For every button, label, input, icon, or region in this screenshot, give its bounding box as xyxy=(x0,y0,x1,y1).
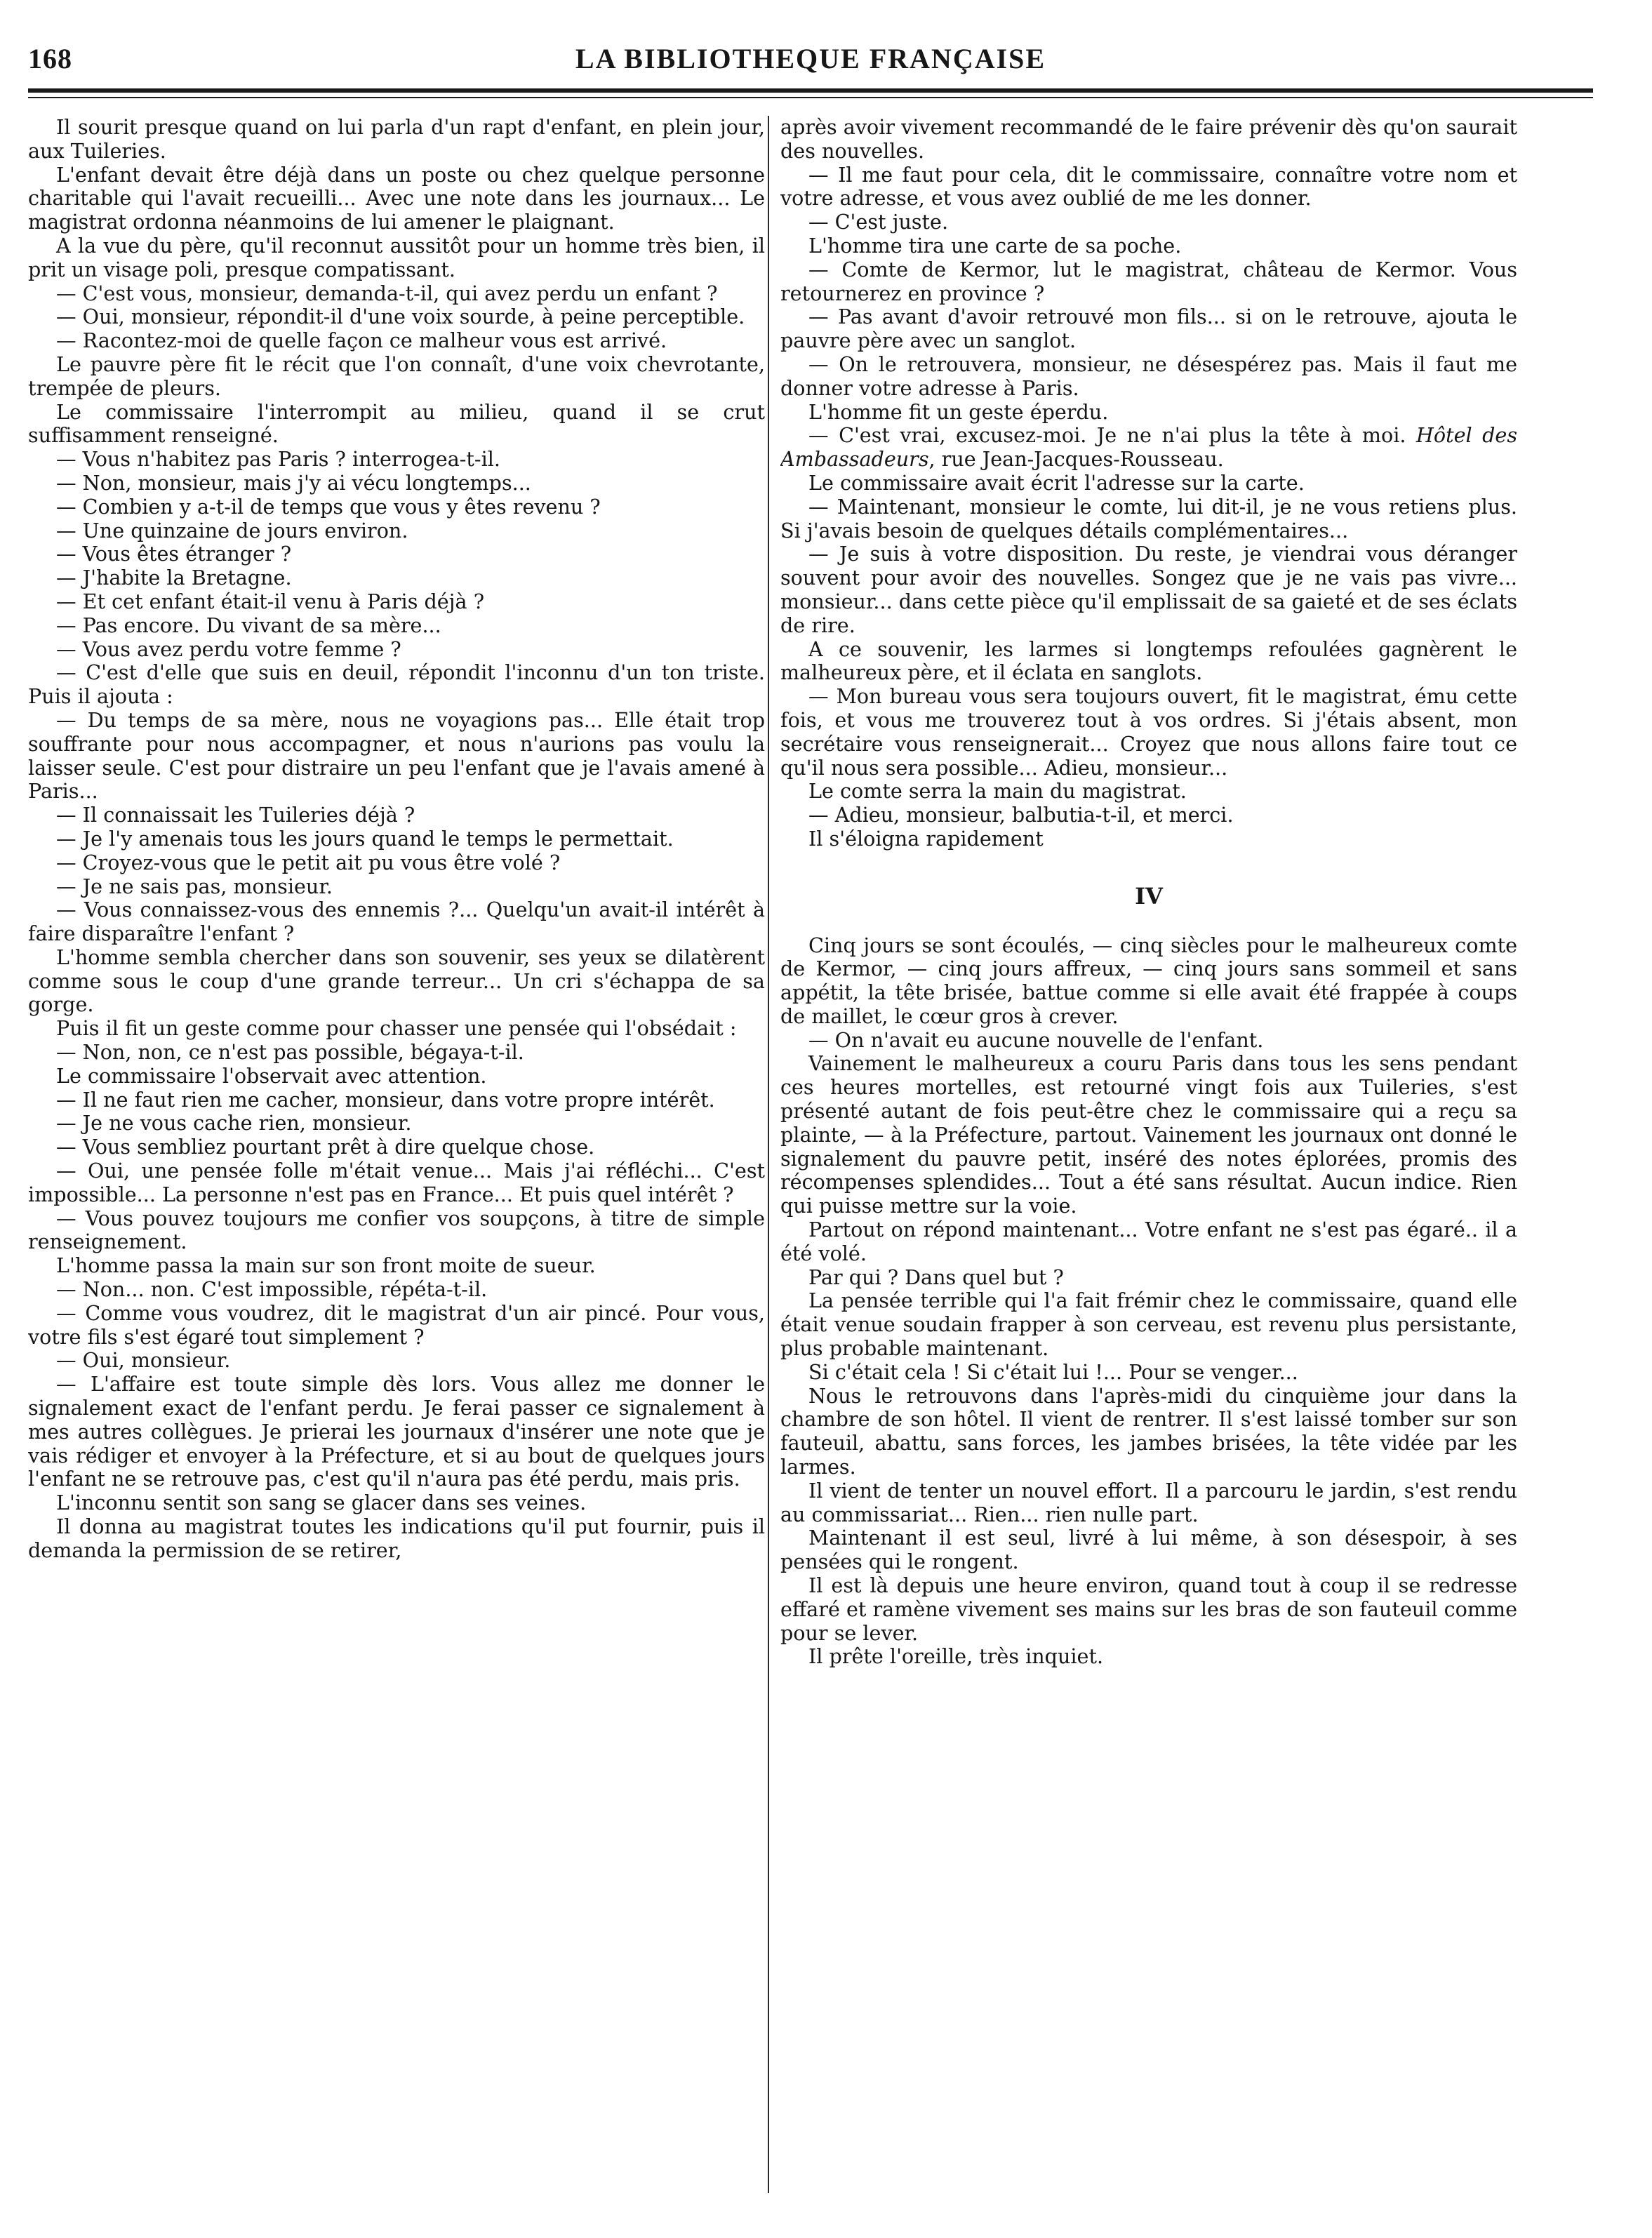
section-heading: IV xyxy=(1135,882,1163,910)
paragraph: — Croyez-vous que le petit ait pu vous être volé ? xyxy=(56,850,561,874)
header-rule-thin xyxy=(28,97,1593,98)
paragraph: — Non, non, ce n'est pas possible, bégaya-t-il. xyxy=(56,1040,524,1065)
paragraph: — Pas encore. Du vivant de sa mère... xyxy=(56,613,441,637)
paragraph: A ce souvenir, les larmes si longtemps refoulées gagnèrent le malheureux père, et il éclata en sanglots. xyxy=(780,637,1517,685)
paragraph: — Je suis à votre disposition. Du reste, je viendrai vous déranger souvent pour avoir des nouvelles. Songez que je ne vais pas vivre... monsieur... dans cette pièce qu'il emplissait de sa gaieté et de ses éclats de rire. xyxy=(780,542,1517,637)
paragraph: — Vous n'habitez pas Paris ? interrogea-t-il. xyxy=(56,447,500,472)
left-column xyxy=(28,116,765,2193)
paragraph: Le comte serra la main du magistrat. xyxy=(808,779,1187,804)
paragraph: — Et cet enfant était-il venu à Paris déjà ? xyxy=(56,589,485,613)
paragraph: — Il ne faut rien me cacher, monsieur, dans votre propre intérêt. xyxy=(56,1087,715,1112)
paragraph: — Non, monsieur, mais j'y ai vécu longtemps... xyxy=(56,470,531,495)
paragraph: L'homme sembla chercher dans son souvenir, ses yeux se dilatèrent comme sous le coup d'une grande terreur... Un cri s'échappa de sa gorge. xyxy=(28,945,765,1017)
paragraph: A la vue du père, qu'il reconnut aussitôt pour un homme très bien, il prit un visage poli, presque compatissant. xyxy=(28,233,765,281)
paragraph: Cinq jours se sont écoulés, — cinq siècles pour le malheureux comte de Kermor, — cinq jours affreux, — cinq jours sans sommeil et sans appétit, la tête brisée, battue comme si elle avait été frappée à coups de maillet, le cœur gros à crever. xyxy=(780,933,1517,1028)
running-title: LA BIBLIOTHEQUE FRANÇAISE xyxy=(575,43,1046,74)
paragraph: Si c'était cela ! Si c'était lui !... Pour se venger... xyxy=(808,1359,1298,1384)
page-number: 168 xyxy=(28,43,72,74)
paragraph: — Je ne vous cache rien, monsieur. xyxy=(56,1111,412,1135)
paragraph: Il vient de tenter un nouvel effort. Il a parcouru le jardin, s'est rendu au commissariat... Rien... rien nulle part. xyxy=(780,1478,1517,1526)
paragraph: Maintenant il est seul, livré à lui même, à son désespoir, à ses pensées qui le rongent. xyxy=(780,1526,1517,1574)
paragraph: — Du temps de sa mère, nous ne voyagions pas... Elle était trop souffrante pour nous accompagner, et nous n'aurions pas voulu la laisser seule. C'est pour distraire un peu l'enfant que je l'avais amené à Paris... xyxy=(28,707,765,804)
paragraph: Le pauvre père fit le récit que l'on connaît, d'une voix chevrotante, trempée de pleurs. xyxy=(28,352,765,400)
paragraph: — Oui, monsieur, répondit-il d'une voix sourde, à peine perceptible. xyxy=(56,305,745,329)
paragraph: — Oui, une pensée folle m'était venue... Mais j'ai réfléchi... C'est impossible... La personne n'est pas en France... Et puis quel intérêt ? xyxy=(28,1159,765,1206)
paragraph: L'homme tira une carte de sa poche. xyxy=(808,233,1182,258)
paragraph: — Vous pouvez toujours me confier vos soupçons, à titre de simple renseignement. xyxy=(28,1206,765,1254)
paragraph: Par qui ? Dans quel but ? xyxy=(808,1265,1064,1289)
right-column xyxy=(780,116,1517,2193)
paragraph: — Vous êtes étranger ? xyxy=(56,542,292,566)
paragraph: L'homme fit un geste éperdu. xyxy=(808,399,1109,424)
paragraph: L'inconnu sentit son sang se glacer dans ses veines. xyxy=(56,1491,587,1515)
paragraph: Vainement le malheureux a couru Paris dans tous les sens pendant ces heures mortelles, est retourné vingt fois aux Tuileries, s'est présenté autant de fois peut-être chez le commissaire qui a reçu sa plainte, — à la Préfecture, partout. Vainement les journaux ont donné le signalement du pauvre petit, inséré des notes éplorées, promis des récompenses splendides... Tout a été sans résultat. Aucun indice. Rien qui puisse mettre sur la voie. xyxy=(780,1051,1517,1218)
paragraph: Le commissaire l'observait avec attention. xyxy=(56,1063,487,1088)
page-header xyxy=(28,42,1593,84)
paragraph: Partout on répond maintenant... Votre enfant ne s'est pas égaré.. il a été volé. xyxy=(780,1218,1517,1265)
paragraph-hotel-address xyxy=(780,424,1517,472)
paragraph: Le commissaire l'interrompit au milieu, quand il se crut suffisamment renseigné. xyxy=(28,399,765,448)
paragraph: — L'affaire est toute simple dès lors. Vous allez me donner le signalement exact de l'enfant perdu. Je ferai passer ce signalement à mes autres collègues. Je prierai les journaux d'insérer une note que je vais rédiger et envoyer à la Préfecture, et si au bout de quelques jours l'enfant ne se retrouve pas, c'est qu'il n'aura pas été perdu, mais pris. xyxy=(28,1372,765,1491)
paragraph: — C'est vous, monsieur, demanda-t-il, qui avez perdu un enfant ? xyxy=(56,281,718,305)
paragraph: — Vous avez perdu votre femme ? xyxy=(56,637,401,661)
paragraph: La pensée terrible qui l'a fait frémir chez le commissaire, quand elle était venue soudain frapper à son cerveau, est revenu plus persistante, plus probable maintenant. xyxy=(780,1288,1517,1361)
paragraph: — Il me faut pour cela, dit le commissaire, connaître votre nom et votre adresse, et vous avez oublié de me les donner. xyxy=(780,162,1517,211)
paragraph: Il sourit presque quand on lui parla d'un rapt d'enfant, en plein jour, aux Tuileries. xyxy=(28,116,765,163)
paragraph: Il donna au magistrat toutes les indications qu'il put fournir, puis il demanda la permission de se retirer, xyxy=(28,1514,765,1562)
paragraph: — Vous sembliez pourtant prêt à dire quelque chose. xyxy=(56,1135,595,1159)
paragraph: L'enfant devait être déjà dans un poste ou chez quelque personne charitable qui l'avait recueilli... Avec une note dans les journaux... Le magistrat ordonna néanmoins de lui amener le plaignant. xyxy=(28,162,765,234)
paragraph: — Mon bureau vous sera toujours ouvert, fit le magistrat, ému cette fois, et vous me trouverez tout à vos ordres. Si j'étais absent, mon secrétaire vous renseignerait... Croyez que nous allons faire tout ce qu'il nous sera possible... Adieu, monsieur... xyxy=(780,684,1517,780)
paragraph: — Pas avant d'avoir retrouvé mon fils... si on le retrouve, ajouta le pauvre père avec un sanglot. xyxy=(780,305,1517,353)
paragraph: — Racontez-moi de quelle façon ce malheur vous est arrivé. xyxy=(56,328,667,353)
paragraph-continuation: après avoir vivement recommandé de le faire prévenir dès qu'on saurait des nouvelles. xyxy=(780,116,1517,163)
paragraph: L'homme passa la main sur son front moite de sueur. xyxy=(56,1253,596,1278)
hotel-name: Hôtel des Ambassadeurs xyxy=(780,423,1517,472)
paragraph: — Comme vous voudrez, dit le magistrat d'un air pincé. Pour vous, votre fils s'est égaré tout simplement ? xyxy=(28,1300,765,1349)
paragraph: Le commissaire avait écrit l'adresse sur la carte. xyxy=(808,470,1305,495)
paragraph: — Oui, monsieur. xyxy=(56,1348,231,1373)
hotel-line-after: , rue Jean-Jacques-Rousseau. xyxy=(928,447,1224,472)
paragraph: Il prête l'oreille, très inquiet. xyxy=(808,1644,1104,1669)
paragraph: — C'est juste. xyxy=(808,210,949,234)
paragraph: — Je l'y amenais tous les jours quand le temps le permettait. xyxy=(56,826,674,851)
paragraph: — Combien y a-t-il de temps que vous y êtes revenu ? xyxy=(56,494,601,519)
paragraph: Il s'éloigna rapidement xyxy=(808,826,1044,851)
paragraph: Il est là depuis une heure environ, quand tout à coup il se redresse effaré et ramène vivement ses mains sur les bras de son fauteuil comme pour se lever. xyxy=(780,1573,1517,1645)
hotel-line-before: — C'est vrai, excusez-moi. Je ne n'ai plus la tête à moi. xyxy=(808,423,1416,448)
paragraph: — Je ne sais pas, monsieur. xyxy=(56,874,333,898)
paragraph: — Comte de Kermor, lut le magistrat, château de Kermor. Vous retournerez en province ? xyxy=(780,257,1517,305)
paragraph: — J'habite la Bretagne. xyxy=(56,566,292,590)
paragraph: — Adieu, monsieur, balbutia-t-il, et merci. xyxy=(808,803,1234,827)
paragraph: — Non... non. C'est impossible, répéta-t-il. xyxy=(56,1277,488,1302)
paragraph: Puis il fit un geste comme pour chasser une pensée qui l'obsédait : xyxy=(56,1016,737,1041)
paragraph: Nous le retrouvons dans l'après-midi du cinquième jour dans la chambre de son hôtel. Il vient de rentrer. Il s'est laissé tomber sur son fauteuil, abattu, sans forces, les jambes brisées, la tête vidée par les larmes. xyxy=(780,1383,1517,1479)
column-divider xyxy=(768,116,769,2193)
header-rule-thick xyxy=(28,88,1593,93)
paragraph: — On n'avait eu aucune nouvelle de l'enfant. xyxy=(808,1027,1264,1052)
paragraph: — C'est d'elle que suis en deuil, répondit l'inconnu d'un ton triste. Puis il ajouta : xyxy=(28,660,765,709)
paragraph: — Maintenant, monsieur le comte, lui dit-il, je ne vous retiens plus. Si j'avais besoin de quelques détails complémentaires... xyxy=(780,494,1517,542)
paragraph: — On le retrouvera, monsieur, ne désespérez pas. Mais il faut me donner votre adresse à Paris. xyxy=(780,352,1517,400)
paragraph: — Une quinzaine de jours environ. xyxy=(56,518,408,542)
paragraph: — Il connaissait les Tuileries déjà ? xyxy=(56,803,415,827)
paragraph: — Vous connaissez-vous des ennemis ?... Quelqu'un avait-il intérêt à faire disparaître l'enfant ? xyxy=(28,898,765,946)
